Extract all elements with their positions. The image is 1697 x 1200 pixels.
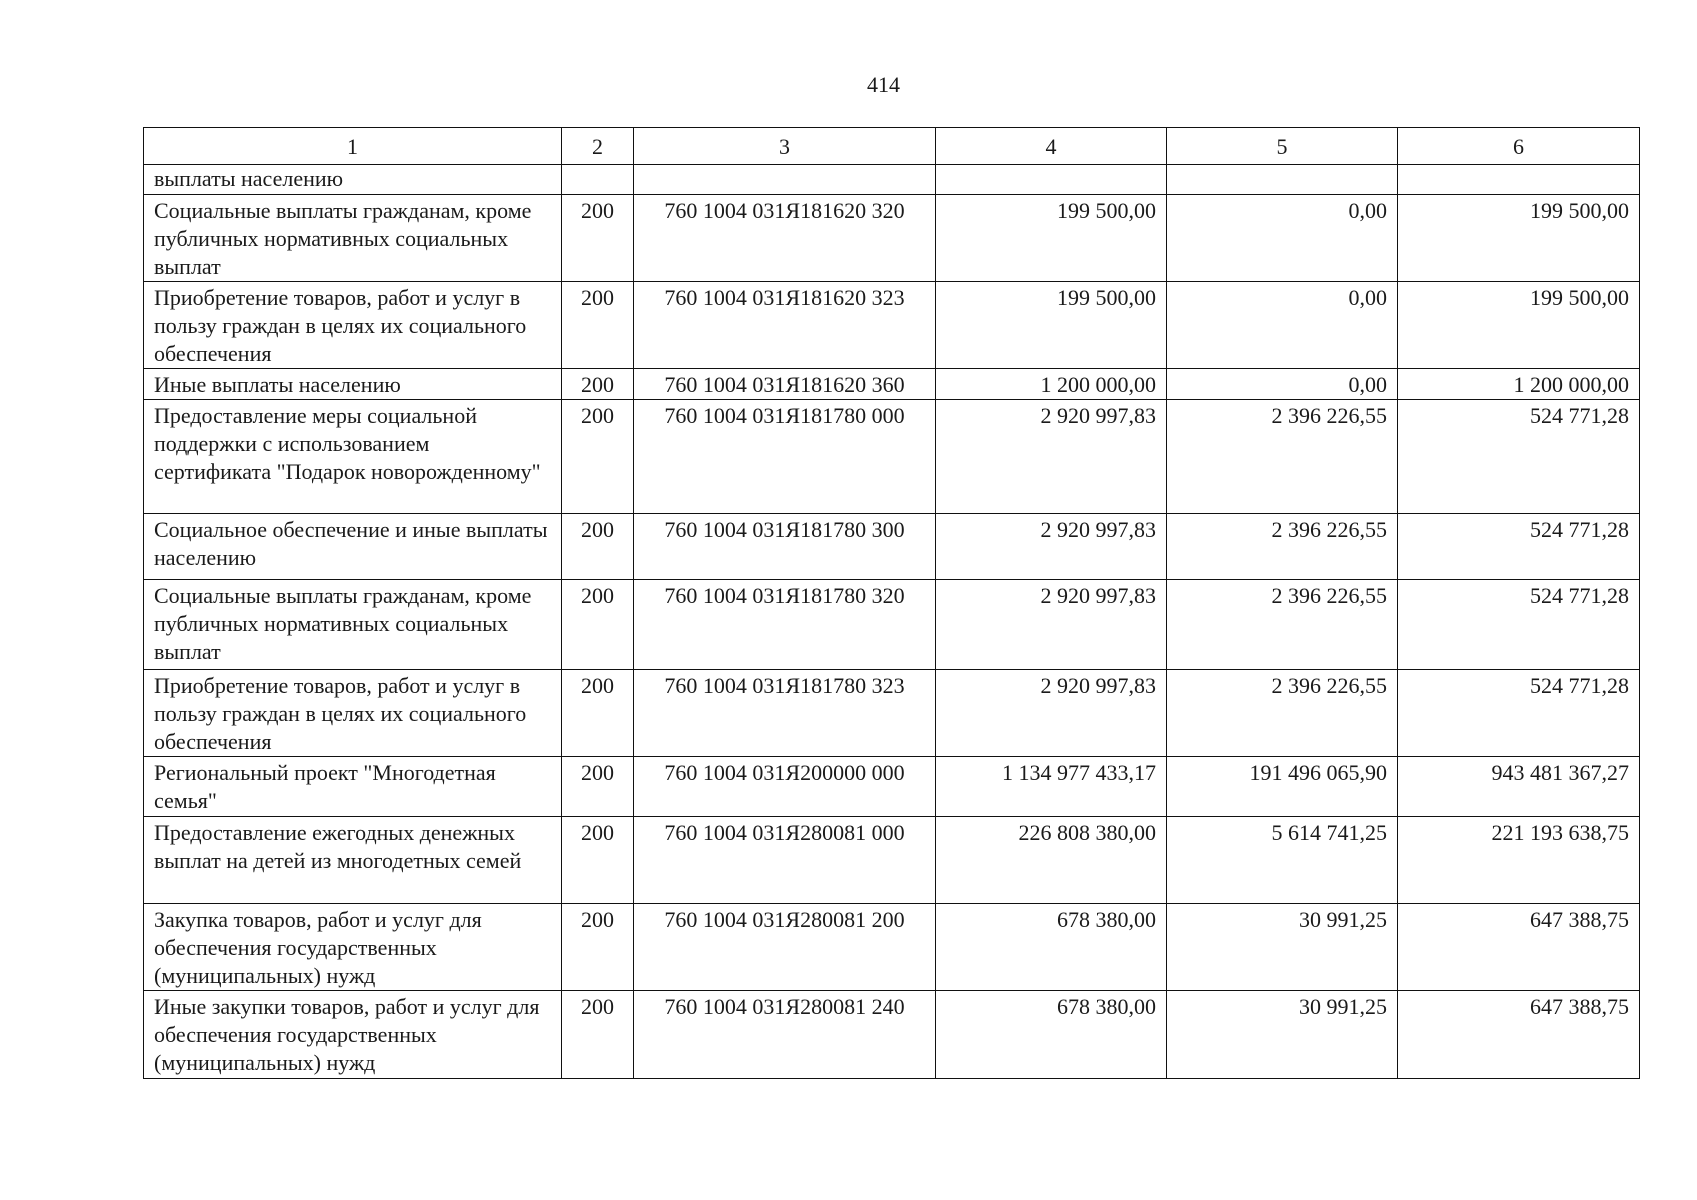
row-value-6: 524 771,28 (1398, 400, 1640, 514)
row-code: 760 1004 031Я280081 000 (634, 817, 936, 904)
column-header: 6 (1398, 128, 1640, 165)
row-value-4: 226 808 380,00 (936, 817, 1167, 904)
row-value-4: 678 380,00 (936, 904, 1167, 991)
row-name: Предоставление ежегодных денежных выплат на детей из многодетных семей (144, 817, 562, 904)
table-row (144, 757, 1640, 817)
table-row (144, 580, 1640, 670)
row-value-5: 30 991,25 (1167, 991, 1398, 1079)
row-value-5: 2 396 226,55 (1167, 400, 1398, 514)
row-col2: 200 (562, 991, 634, 1079)
table-row (144, 282, 1640, 369)
table-row (144, 165, 1640, 195)
row-value-6: 524 771,28 (1398, 670, 1640, 757)
row-value-6: 221 193 638,75 (1398, 817, 1640, 904)
table-row (144, 904, 1640, 991)
row-code: 760 1004 031Я280081 200 (634, 904, 936, 991)
table-row (144, 514, 1640, 580)
row-col2: 200 (562, 400, 634, 514)
row-col2: 200 (562, 670, 634, 757)
row-code: 760 1004 031Я200000 000 (634, 757, 936, 817)
row-code: 760 1004 031Я181780 300 (634, 514, 936, 580)
row-value-4: 2 920 997,83 (936, 400, 1167, 514)
row-value-6: 524 771,28 (1398, 514, 1640, 580)
row-value-5: 2 396 226,55 (1167, 514, 1398, 580)
row-value-4: 2 920 997,83 (936, 670, 1167, 757)
page-number: 414 (867, 72, 900, 97)
row-value-5: 0,00 (1167, 369, 1398, 400)
row-code: 760 1004 031Я181780 320 (634, 580, 936, 670)
row-col2: 200 (562, 195, 634, 282)
row-code: 760 1004 031Я280081 240 (634, 991, 936, 1079)
column-header: 2 (562, 128, 634, 165)
row-value-4: 1 200 000,00 (936, 369, 1167, 400)
row-col2: 200 (562, 514, 634, 580)
table-row (144, 400, 1640, 514)
row-value-5: 2 396 226,55 (1167, 670, 1398, 757)
row-name: Предоставление меры социальной поддержки с использованием сертификата "Подарок новорожденному" (144, 400, 562, 514)
row-col2: 200 (562, 580, 634, 670)
row-value-6: 647 388,75 (1398, 991, 1640, 1079)
row-col2: 200 (562, 817, 634, 904)
row-value-4 (936, 165, 1167, 195)
row-value-4: 678 380,00 (936, 991, 1167, 1079)
row-name: Региональный проект "Многодетная семья" (144, 757, 562, 817)
budget-table (143, 127, 1640, 1079)
row-value-5: 5 614 741,25 (1167, 817, 1398, 904)
column-header: 4 (936, 128, 1167, 165)
column-header: 5 (1167, 128, 1398, 165)
row-code: 760 1004 031Я181620 323 (634, 282, 936, 369)
row-name: Приобретение товаров, работ и услуг в пользу граждан в целях их социального обеспечения (144, 282, 562, 369)
row-col2: 200 (562, 904, 634, 991)
row-code (634, 165, 936, 195)
table-row (144, 369, 1640, 400)
row-value-4: 199 500,00 (936, 195, 1167, 282)
row-value-6: 943 481 367,27 (1398, 757, 1640, 817)
row-value-4: 2 920 997,83 (936, 580, 1167, 670)
row-value-4: 1 134 977 433,17 (936, 757, 1167, 817)
row-name: выплаты населению (144, 165, 562, 195)
table-row (144, 991, 1640, 1079)
row-value-5: 191 496 065,90 (1167, 757, 1398, 817)
row-value-5 (1167, 165, 1398, 195)
row-value-4: 2 920 997,83 (936, 514, 1167, 580)
row-value-5: 0,00 (1167, 195, 1398, 282)
table-header-row (144, 128, 1640, 165)
row-code: 760 1004 031Я181620 360 (634, 369, 936, 400)
row-name: Иные закупки товаров, работ и услуг для обеспечения государственных (муниципальных) нужд (144, 991, 562, 1079)
table-row (144, 817, 1640, 904)
row-value-6: 647 388,75 (1398, 904, 1640, 991)
row-value-5: 0,00 (1167, 282, 1398, 369)
row-col2: 200 (562, 757, 634, 817)
row-code: 760 1004 031Я181780 000 (634, 400, 936, 514)
row-name: Социальное обеспечение и иные выплаты населению (144, 514, 562, 580)
row-code: 760 1004 031Я181620 320 (634, 195, 936, 282)
row-value-4: 199 500,00 (936, 282, 1167, 369)
row-col2: 200 (562, 282, 634, 369)
row-name: Социальные выплаты гражданам, кроме публичных нормативных социальных выплат (144, 580, 562, 670)
row-name: Иные выплаты населению (144, 369, 562, 400)
row-value-6: 1 200 000,00 (1398, 369, 1640, 400)
row-col2 (562, 165, 634, 195)
row-value-6: 524 771,28 (1398, 580, 1640, 670)
table-row (144, 670, 1640, 757)
row-value-5: 2 396 226,55 (1167, 580, 1398, 670)
row-value-6 (1398, 165, 1640, 195)
column-header: 1 (144, 128, 562, 165)
column-header: 3 (634, 128, 936, 165)
row-value-6: 199 500,00 (1398, 195, 1640, 282)
row-code: 760 1004 031Я181780 323 (634, 670, 936, 757)
row-value-6: 199 500,00 (1398, 282, 1640, 369)
row-name: Закупка товаров, работ и услуг для обеспечения государственных (муниципальных) нужд (144, 904, 562, 991)
table-row (144, 195, 1640, 282)
row-col2: 200 (562, 369, 634, 400)
row-value-5: 30 991,25 (1167, 904, 1398, 991)
row-name: Социальные выплаты гражданам, кроме публичных нормативных социальных выплат (144, 195, 562, 282)
row-name: Приобретение товаров, работ и услуг в пользу граждан в целях их социального обеспечения (144, 670, 562, 757)
